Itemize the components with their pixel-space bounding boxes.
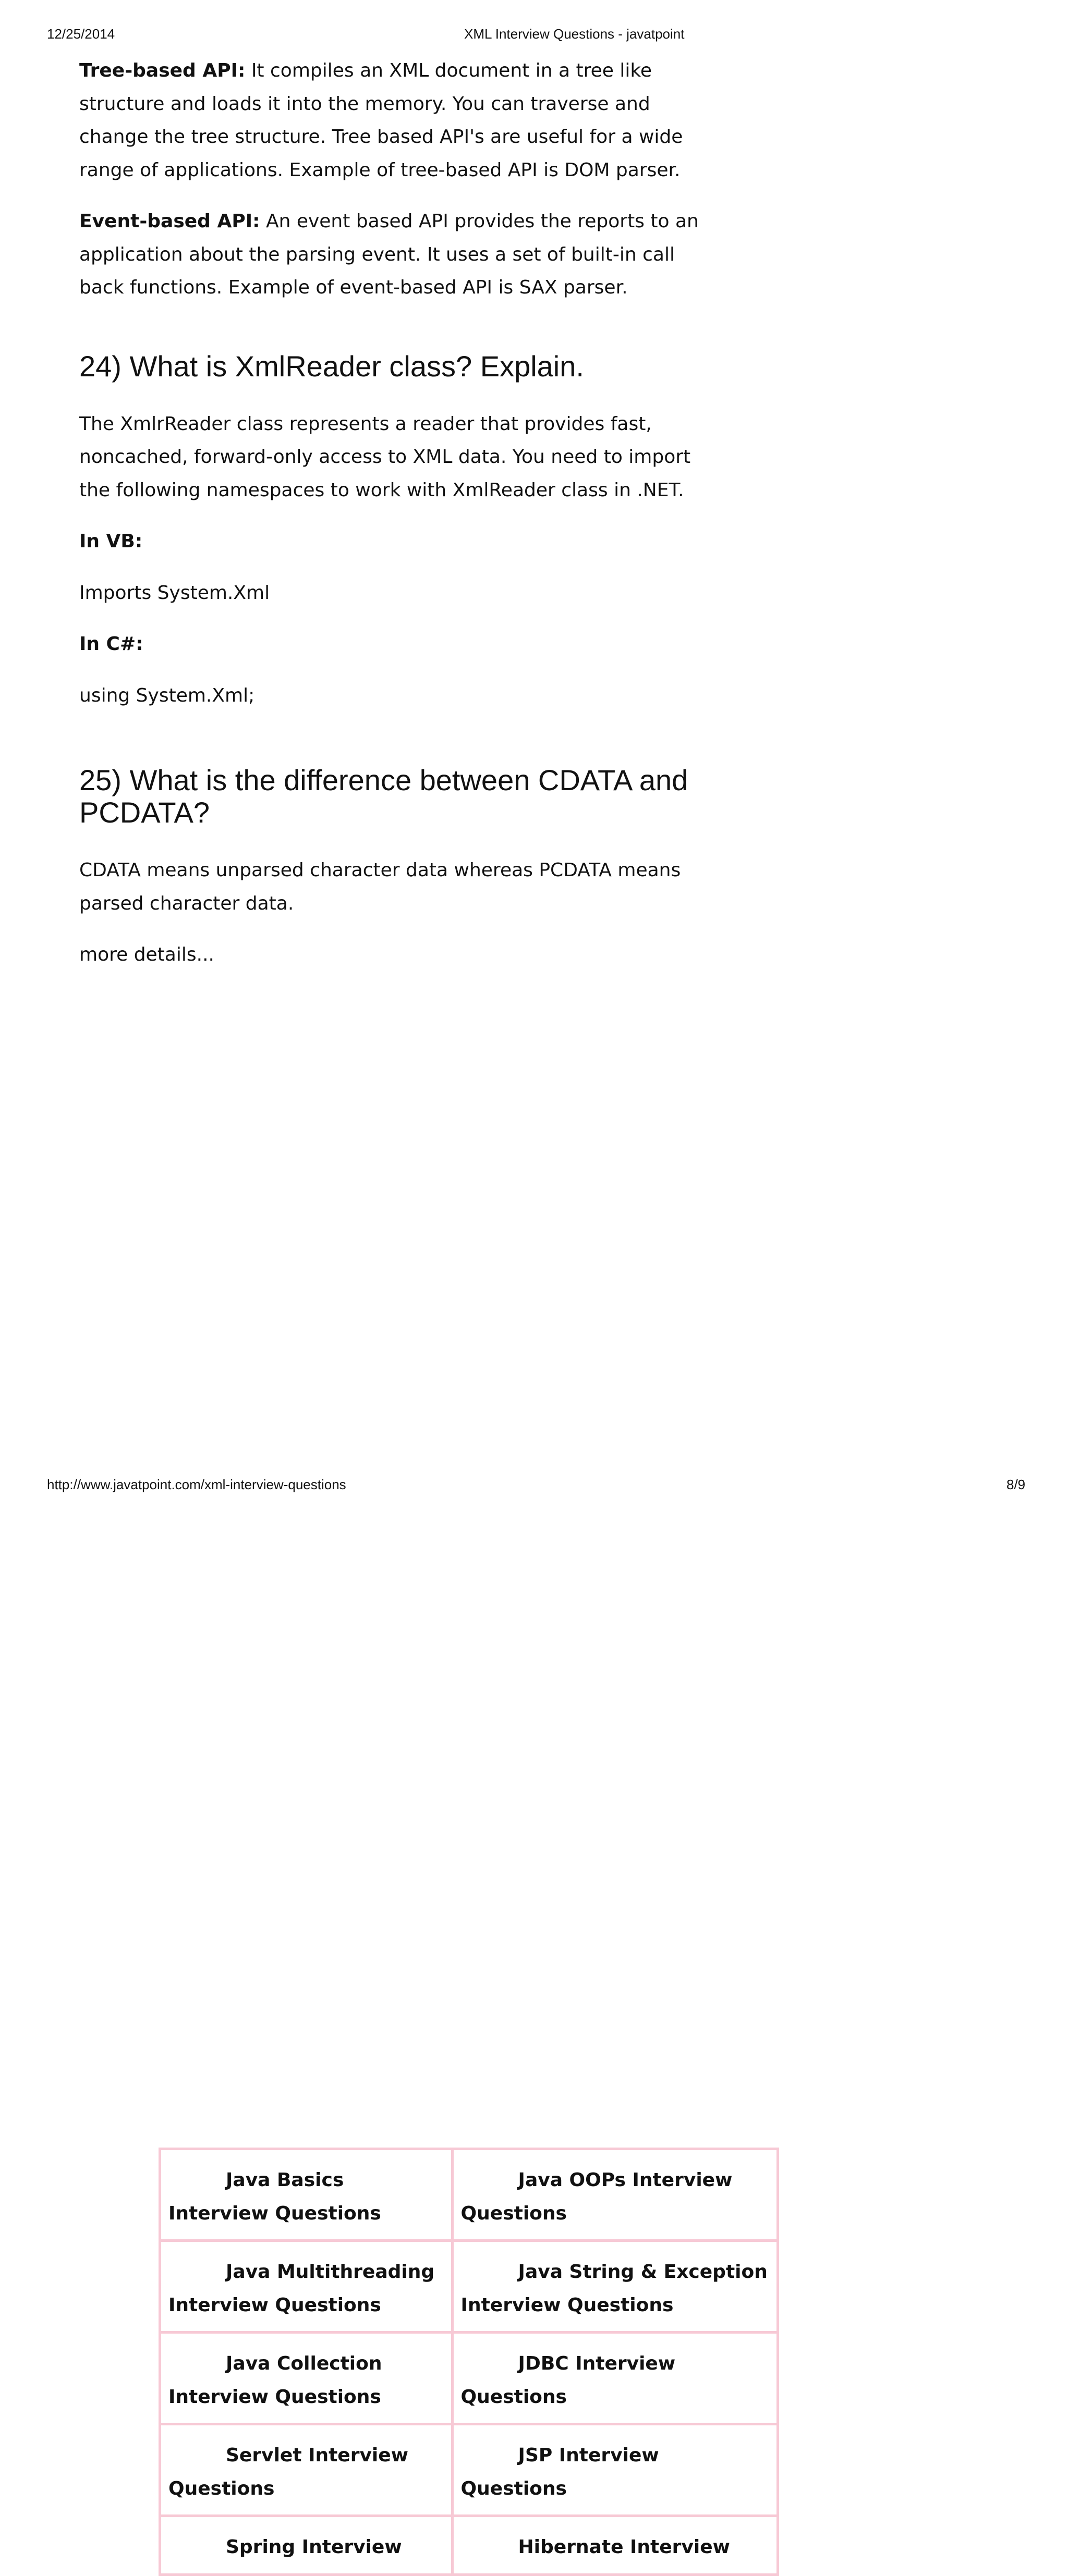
table-row xyxy=(161,2334,776,2423)
print-page-title: XML Interview Questions - javatpoint xyxy=(464,26,685,42)
print-header xyxy=(0,26,1068,47)
link-servlet[interactable]: Servlet Interview Questions xyxy=(161,2425,451,2514)
table-row xyxy=(161,2242,776,2331)
link-jdbc[interactable]: JDBC Interview Questions xyxy=(454,2334,776,2423)
question-24-answer: The XmlrReader class represents a reader that provides fast, noncached, forward-only access to XML data. You need to import the following namespaces to work with XmlReader class in .NET. xyxy=(79,413,691,501)
link-spring[interactable]: Spring Interview xyxy=(161,2517,451,2573)
table-row xyxy=(161,2150,776,2239)
event-based-api-label: Event-based API: xyxy=(79,211,260,232)
print-footer xyxy=(0,1477,1068,1498)
link-java-multithreading[interactable]: Java Multithreading Interview Questions xyxy=(161,2242,451,2331)
tree-based-api-paragraph xyxy=(79,54,700,187)
print-date: 12/25/2014 xyxy=(47,26,115,42)
link-jsp[interactable]: JSP Interview Questions xyxy=(454,2425,776,2514)
table-row xyxy=(161,2425,776,2514)
link-hibernate[interactable]: Hibernate Interview xyxy=(454,2517,776,2573)
tree-based-api-label: Tree-based API: xyxy=(79,60,246,81)
link-java-basics[interactable]: Java Basics Interview Questions xyxy=(161,2150,451,2239)
link-java-oops[interactable]: Java OOPs Interview Questions xyxy=(454,2150,776,2239)
question-24-heading: 24) What is XmlReader class? Explain. xyxy=(79,349,584,383)
article-content xyxy=(79,54,700,990)
vb-code: Imports System.Xml xyxy=(79,582,270,604)
vb-label xyxy=(79,525,700,558)
csharp-label-text: In C#: xyxy=(79,633,143,655)
vb-label-text: In VB: xyxy=(79,531,143,552)
event-based-api-paragraph xyxy=(79,205,700,304)
more-details-link[interactable]: more details... xyxy=(79,944,214,965)
table-row xyxy=(161,2517,776,2573)
question-25-heading: 25) What is the difference between CDATA and PCDATA? xyxy=(79,764,688,829)
related-links-table xyxy=(159,2148,779,2576)
csharp-label xyxy=(79,628,700,661)
print-page-number: 8/9 xyxy=(1006,1477,1026,1492)
tree-based-api-text: It compiles an XML document in a tree like structure and loads it into the memory. You can traverse and change the tree structure. Tree based API's are useful for a wide range of applications. Example of tree-based API is DOM parser. xyxy=(79,60,683,181)
event-based-api-text: An event based API provides the reports to an application about the parsing event. It uses a set of built-in call back functions. Example of event-based API is SAX parser. xyxy=(79,211,699,298)
question-25-answer: CDATA means unparsed character data whereas PCDATA means parsed character data. xyxy=(79,860,681,914)
print-url: http://www.javatpoint.com/xml-interview-questions xyxy=(47,1477,346,1492)
csharp-code: using System.Xml; xyxy=(79,684,255,706)
link-java-string-exception[interactable]: Java String & Exception Interview Questions xyxy=(454,2242,776,2331)
link-java-collection[interactable]: Java Collection Interview Questions xyxy=(161,2334,451,2423)
